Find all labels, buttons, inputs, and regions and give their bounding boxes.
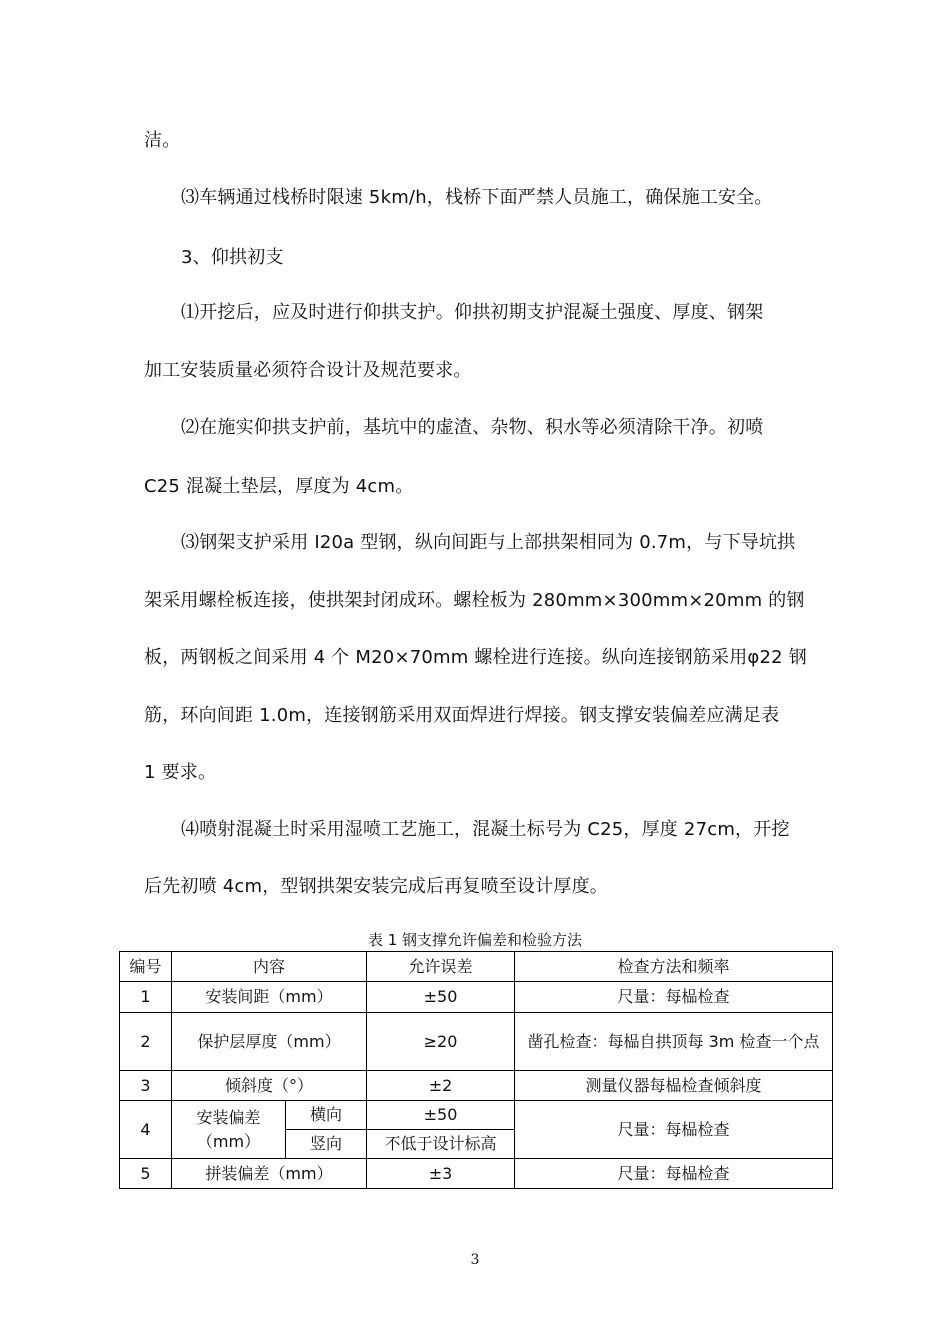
paragraph-line: ⑶车辆通过栈桥时限速 5km/h，栈桥下面严禁人员施工，确保施工安全。 <box>181 187 773 208</box>
cell-content: 安装间距（mm） <box>172 982 367 1013</box>
cell-method: 测量仪器每榀检查倾斜度 <box>515 1071 833 1101</box>
cell-content: 倾斜度（°） <box>172 1071 367 1101</box>
table-row <box>120 1013 833 1071</box>
cell-number: 2 <box>120 1013 172 1071</box>
paragraph-line: 洁。 <box>144 130 181 151</box>
header-cell-content: 内容 <box>172 952 367 982</box>
cell-method: 凿孔检查：每榀自拱顶每 3m 检查一个点 <box>515 1013 833 1071</box>
tolerance-table <box>119 951 833 1189</box>
cell-method: 尺量：每榀检查 <box>515 982 833 1013</box>
paragraph-line: ⑴开挖后，应及时进行仰拱支护。仰拱初期支护混凝土强度、厚度、钢架 <box>181 302 764 323</box>
table-row <box>120 1101 833 1130</box>
paragraph-line: 板，两钢板之间采用 4 个 M20×70mm 螺栓进行连接。纵向连接钢筋采用φ22 钢 <box>144 647 807 668</box>
cell-tolerance: ±50 <box>367 1101 515 1130</box>
cell-sub-direction: 竖向 <box>286 1130 367 1159</box>
cell-tolerance: 不低于设计标高 <box>367 1130 515 1159</box>
cell-tolerance: ±3 <box>367 1159 515 1189</box>
paragraph-line: ⑶钢架支护采用 I20a 型钢，纵向间距与上部拱架相同为 0.7m，与下导坑拱 <box>181 532 796 553</box>
cell-tolerance: ±2 <box>367 1071 515 1101</box>
paragraph-line: ⑷喷射混凝土时采用湿喷工艺施工，混凝土标号为 C25，厚度 27cm，开挖 <box>181 819 790 840</box>
header-cell-number: 编号 <box>120 952 172 982</box>
table-row <box>120 1159 833 1189</box>
paragraph-line: 后先初喷 4cm，型钢拱架安装完成后再复喷至设计厚度。 <box>144 876 609 897</box>
cell-method: 尺量：每榀检查 <box>515 1101 833 1159</box>
cell-tolerance: ≥20 <box>367 1013 515 1071</box>
page-number: 3 <box>470 1252 480 1268</box>
cell-content: 安装偏差（mm） <box>172 1101 286 1159</box>
paragraph-line: 筋，环向间距 1.0m，连接钢筋采用双面焊进行焊接。钢支撑安装偏差应满足表 <box>144 705 780 726</box>
cell-number: 1 <box>120 982 172 1013</box>
header-cell-tolerance: 允许误差 <box>367 952 515 982</box>
cell-number: 3 <box>120 1071 172 1101</box>
table-caption: 表 1 钢支撑允许偏差和检验方法 <box>367 931 583 949</box>
paragraph-line: ⑵在施实仰拱支护前，基坑中的虚渣、杂物、积水等必须清除干净。初喷 <box>181 417 764 438</box>
header-cell-method: 检查方法和频率 <box>515 952 833 982</box>
paragraph-line: C25 混凝土垫层，厚度为 4cm。 <box>144 476 414 497</box>
paragraph-line: 1 要求。 <box>144 762 217 783</box>
paragraph-line: 加工安装质量必须符合设计及规范要求。 <box>144 360 472 381</box>
cell-sub-direction: 横向 <box>286 1101 367 1130</box>
table-row <box>120 982 833 1013</box>
cell-method: 尺量：每榀检查 <box>515 1159 833 1189</box>
paragraph-line: 架采用螺栓板连接，使拱架封闭成环。螺栓板为 280mm×300mm×20mm 的钢 <box>144 590 805 611</box>
cell-content: 保护层厚度（mm） <box>172 1013 367 1071</box>
cell-tolerance: ±50 <box>367 982 515 1013</box>
cell-content: 拼装偏差（mm） <box>172 1159 367 1189</box>
table-header-row <box>120 952 833 982</box>
table-row <box>120 1071 833 1101</box>
cell-number: 5 <box>120 1159 172 1189</box>
section-heading: 3、仰拱初支 <box>181 247 284 268</box>
cell-number: 4 <box>120 1101 172 1159</box>
